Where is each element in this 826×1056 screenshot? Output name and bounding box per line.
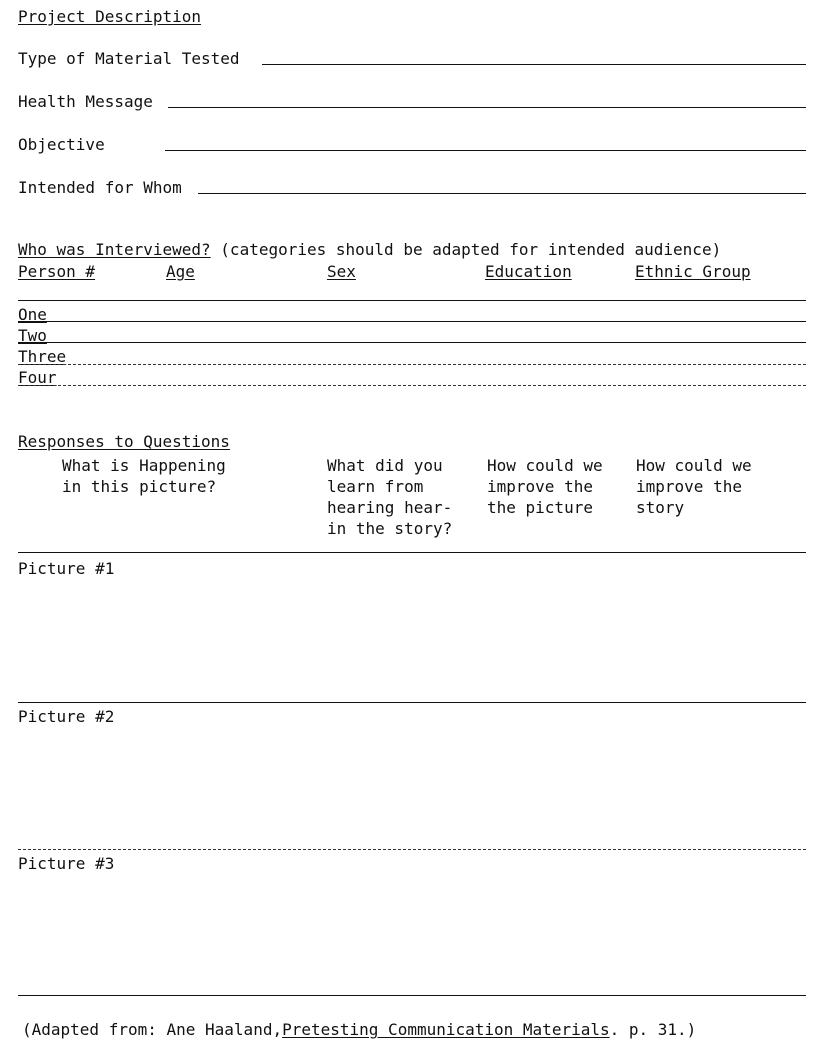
- field-line-health-message[interactable]: [168, 107, 806, 108]
- column-education: Education: [485, 262, 572, 281]
- field-line-material[interactable]: [262, 64, 806, 65]
- citation-title[interactable]: Pretesting Communication Materials: [282, 1020, 610, 1039]
- row-label-three: Three: [18, 347, 67, 366]
- field-label-objective: Objective: [18, 135, 105, 154]
- question-happening: What is Happening in this picture?: [62, 456, 226, 496]
- question-improve-picture: How could we improve the the picture: [487, 456, 603, 517]
- row-label-one: One: [18, 305, 47, 324]
- citation-prefix: (Adapted from: Ane Haaland,: [22, 1020, 283, 1039]
- row-line-one[interactable]: [18, 321, 806, 322]
- row-label-four: Four: [18, 368, 57, 387]
- field-line-intended-for[interactable]: [198, 193, 806, 194]
- field-label-material: Type of Material Tested: [18, 49, 240, 68]
- table-top-line: [18, 300, 806, 301]
- question-learn: What did you learn from hearing hear- in the story?: [327, 456, 453, 538]
- row-line-two[interactable]: [18, 342, 806, 343]
- interviewed-note: (categories should be adapted for intended audience): [220, 240, 722, 259]
- column-ethnic-group: Ethnic Group: [635, 262, 751, 281]
- responses-divider: [18, 552, 806, 553]
- row-label-two: Two: [18, 326, 47, 345]
- column-age: Age: [166, 262, 195, 281]
- column-person: Person #: [18, 262, 96, 281]
- responses-heading: Responses to Questions: [18, 432, 230, 451]
- interviewed-heading: Who was Interviewed?: [18, 240, 211, 259]
- picture-3-label: Picture #3: [18, 854, 115, 873]
- row-line-three[interactable]: [18, 364, 806, 365]
- picture-1-bottom-line: [18, 702, 806, 703]
- picture-2-label: Picture #2: [18, 707, 115, 726]
- interviewed-header: [18, 242, 721, 258]
- picture-2-bottom-line: [18, 849, 806, 850]
- picture-3-bottom-line: [18, 995, 806, 996]
- citation-suffix: . p. 31.): [609, 1020, 697, 1039]
- column-sex: Sex: [327, 262, 356, 281]
- picture-1-label: Picture #1: [18, 559, 115, 578]
- question-improve-story: How could we improve the story: [636, 456, 752, 517]
- citation: [22, 1022, 696, 1038]
- row-line-four[interactable]: [18, 385, 806, 386]
- project-description-heading: Project Description: [18, 7, 202, 26]
- field-line-objective[interactable]: [165, 150, 806, 151]
- field-label-intended-for: Intended for Whom: [18, 178, 182, 197]
- field-label-health-message: Health Message: [18, 92, 153, 111]
